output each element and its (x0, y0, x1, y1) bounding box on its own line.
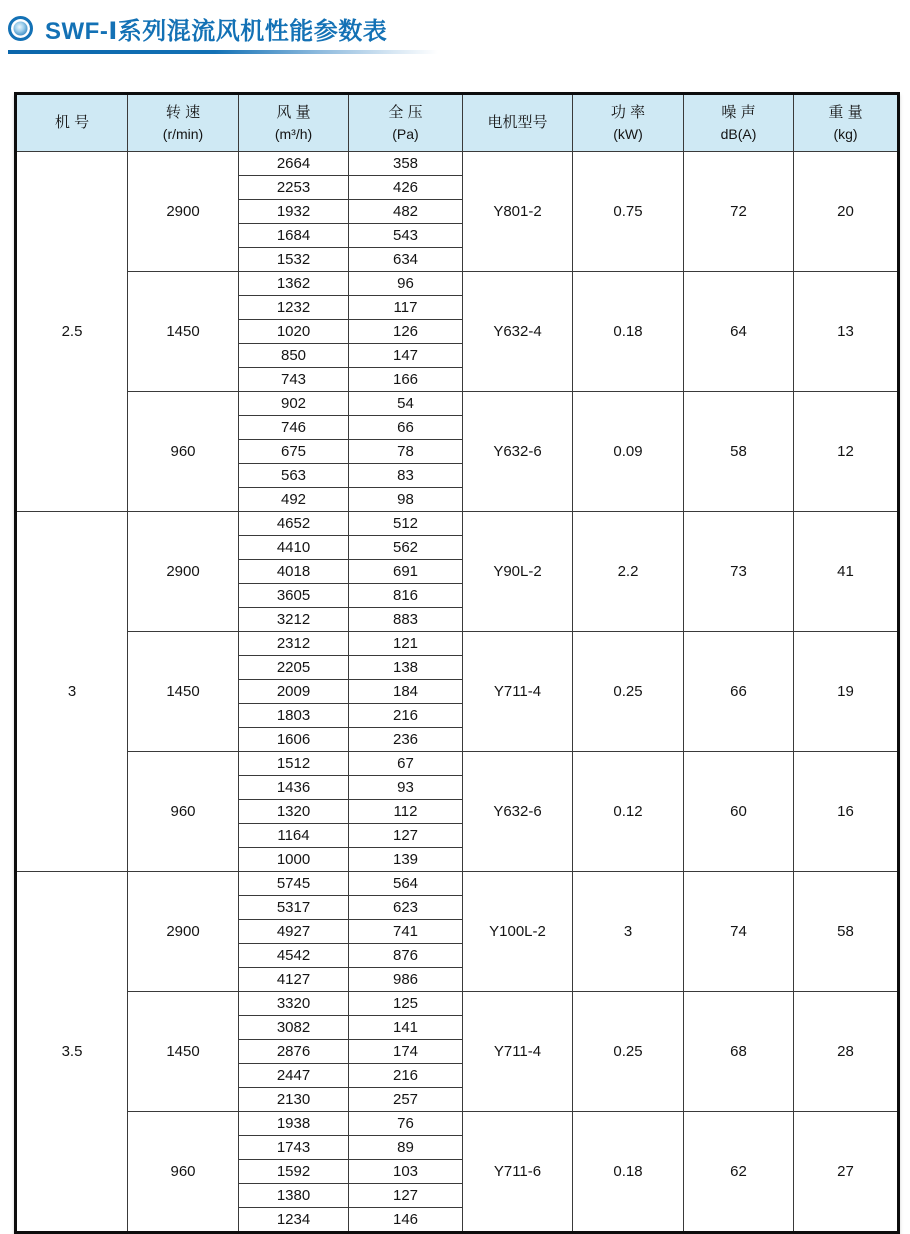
flow-cell: 1362 (239, 272, 349, 296)
flow-cell: 4927 (239, 920, 349, 944)
noise-cell: 58 (684, 392, 794, 512)
pressure-cell: 236 (349, 728, 463, 752)
data-row (16, 152, 899, 176)
pressure-cell: 138 (349, 656, 463, 680)
pressure-cell: 166 (349, 368, 463, 392)
flow-cell: 563 (239, 464, 349, 488)
power-cell: 3 (573, 872, 684, 992)
rpm-cell: 1450 (128, 632, 239, 752)
motor-model-cell: Y801-2 (463, 152, 573, 272)
header-label: 功 率 (610, 103, 646, 121)
power-cell: 0.18 (573, 1112, 684, 1233)
weight-cell: 28 (794, 992, 899, 1112)
flow-cell: 2312 (239, 632, 349, 656)
rpm-cell: 1450 (128, 272, 239, 392)
flow-cell: 1532 (239, 248, 349, 272)
pressure-cell: 93 (349, 776, 463, 800)
data-row (16, 992, 899, 1016)
flow-cell: 1592 (239, 1160, 349, 1184)
weight-cell: 20 (794, 152, 899, 272)
noise-cell: 64 (684, 272, 794, 392)
header-label: 噪 声 (721, 103, 756, 121)
pressure-cell: 691 (349, 560, 463, 584)
table-header (16, 94, 899, 152)
fan-parameter-table (14, 92, 900, 1234)
pressure-cell: 562 (349, 536, 463, 560)
flow-cell: 1803 (239, 704, 349, 728)
pressure-cell: 564 (349, 872, 463, 896)
header-unit: (kg) (833, 125, 858, 142)
flow-cell: 1232 (239, 296, 349, 320)
pressure-cell: 146 (349, 1208, 463, 1233)
header-unit: dB(A) (720, 125, 757, 142)
header-unit: (r/min) (162, 125, 204, 142)
flow-cell: 2876 (239, 1040, 349, 1064)
pressure-cell: 986 (349, 968, 463, 992)
rpm-cell: 2900 (128, 512, 239, 632)
rpm-cell: 2900 (128, 152, 239, 272)
flow-cell: 1020 (239, 320, 349, 344)
flow-cell: 5745 (239, 872, 349, 896)
title-underline-rule (8, 50, 438, 54)
page-title: SWF-Ⅰ系列混流风机性能参数表 (45, 17, 388, 45)
flow-cell: 4652 (239, 512, 349, 536)
pressure-cell: 67 (349, 752, 463, 776)
pressure-cell: 358 (349, 152, 463, 176)
flow-cell: 4410 (239, 536, 349, 560)
power-cell: 0.12 (573, 752, 684, 872)
pressure-cell: 78 (349, 440, 463, 464)
flow-cell: 2009 (239, 680, 349, 704)
header-label: 机 号 (54, 114, 90, 132)
flow-cell: 492 (239, 488, 349, 512)
pressure-cell: 512 (349, 512, 463, 536)
pressure-cell: 127 (349, 1184, 463, 1208)
noise-cell: 62 (684, 1112, 794, 1233)
header-cell-pressure (349, 94, 463, 152)
header-unit: (m³/h) (274, 125, 313, 142)
pressure-cell: 76 (349, 1112, 463, 1136)
pressure-cell: 125 (349, 992, 463, 1016)
header-cell-machine (16, 94, 128, 152)
noise-cell: 68 (684, 992, 794, 1112)
flow-cell: 4018 (239, 560, 349, 584)
flow-cell: 3320 (239, 992, 349, 1016)
pressure-cell: 216 (349, 1064, 463, 1088)
flow-cell: 902 (239, 392, 349, 416)
table-body (16, 152, 899, 1233)
flow-cell: 1000 (239, 848, 349, 872)
power-cell: 0.25 (573, 992, 684, 1112)
header-label: 重 量 (828, 103, 863, 121)
pressure-cell: 127 (349, 824, 463, 848)
flow-cell: 743 (239, 368, 349, 392)
noise-cell: 66 (684, 632, 794, 752)
weight-cell: 13 (794, 272, 899, 392)
header-unit: (kW) (613, 125, 643, 142)
motor-model-cell: Y632-6 (463, 752, 573, 872)
header-label: 风 量 (276, 103, 311, 121)
motor-model-cell: Y632-4 (463, 272, 573, 392)
header-label: 转 速 (165, 103, 201, 121)
flow-cell: 2664 (239, 152, 349, 176)
pressure-cell: 623 (349, 896, 463, 920)
rpm-cell: 960 (128, 392, 239, 512)
pressure-cell: 126 (349, 320, 463, 344)
pressure-cell: 174 (349, 1040, 463, 1064)
machine-no-cell: 3.5 (16, 872, 128, 1233)
pressure-cell: 83 (349, 464, 463, 488)
flow-cell: 4127 (239, 968, 349, 992)
motor-model-cell: Y711-4 (463, 632, 573, 752)
noise-cell: 73 (684, 512, 794, 632)
pressure-cell: 816 (349, 584, 463, 608)
pressure-cell: 117 (349, 296, 463, 320)
motor-model-cell: Y90L-2 (463, 512, 573, 632)
weight-cell: 58 (794, 872, 899, 992)
pressure-cell: 54 (349, 392, 463, 416)
data-row (16, 512, 899, 536)
rpm-cell: 2900 (128, 872, 239, 992)
header-cell-flow (239, 94, 349, 152)
data-row (16, 872, 899, 896)
header-label: 电机型号 (487, 114, 548, 132)
flow-cell: 1164 (239, 824, 349, 848)
pressure-cell: 876 (349, 944, 463, 968)
flow-cell: 675 (239, 440, 349, 464)
power-cell: 0.75 (573, 152, 684, 272)
flow-cell: 3082 (239, 1016, 349, 1040)
pressure-cell: 112 (349, 800, 463, 824)
pressure-cell: 741 (349, 920, 463, 944)
pressure-cell: 184 (349, 680, 463, 704)
flow-cell: 1380 (239, 1184, 349, 1208)
weight-cell: 12 (794, 392, 899, 512)
weight-cell: 41 (794, 512, 899, 632)
motor-model-cell: Y711-4 (463, 992, 573, 1112)
flow-cell: 1436 (239, 776, 349, 800)
data-row (16, 752, 899, 776)
pressure-cell: 103 (349, 1160, 463, 1184)
flow-cell: 1743 (239, 1136, 349, 1160)
header-unit: (Pa) (392, 125, 419, 142)
flow-cell: 3212 (239, 608, 349, 632)
data-row (16, 632, 899, 656)
power-cell: 2.2 (573, 512, 684, 632)
pressure-cell: 141 (349, 1016, 463, 1040)
flow-cell: 1512 (239, 752, 349, 776)
power-cell: 0.18 (573, 272, 684, 392)
header-cell-power (573, 94, 684, 152)
rpm-cell: 1450 (128, 992, 239, 1112)
pressure-cell: 139 (349, 848, 463, 872)
pressure-cell: 89 (349, 1136, 463, 1160)
header-cell-motor (463, 94, 573, 152)
weight-cell: 27 (794, 1112, 899, 1233)
page-header (8, 12, 438, 54)
data-row (16, 1112, 899, 1136)
noise-cell: 72 (684, 152, 794, 272)
motor-model-cell: Y632-6 (463, 392, 573, 512)
flow-cell: 1684 (239, 224, 349, 248)
pressure-cell: 257 (349, 1088, 463, 1112)
flow-cell: 850 (239, 344, 349, 368)
data-row (16, 392, 899, 416)
flow-cell: 4542 (239, 944, 349, 968)
pressure-cell: 883 (349, 608, 463, 632)
weight-cell: 16 (794, 752, 899, 872)
flow-cell: 3605 (239, 584, 349, 608)
header-label: 全 压 (388, 103, 423, 121)
pressure-cell: 121 (349, 632, 463, 656)
noise-cell: 60 (684, 752, 794, 872)
machine-no-cell: 2.5 (16, 152, 128, 512)
motor-model-cell: Y100L-2 (463, 872, 573, 992)
pressure-cell: 426 (349, 176, 463, 200)
flow-cell: 1320 (239, 800, 349, 824)
data-row (16, 272, 899, 296)
machine-no-cell: 3 (16, 512, 128, 872)
rpm-cell: 960 (128, 752, 239, 872)
noise-cell: 74 (684, 872, 794, 992)
pressure-cell: 147 (349, 344, 463, 368)
weight-cell: 19 (794, 632, 899, 752)
pressure-cell: 96 (349, 272, 463, 296)
header-cell-weight (794, 94, 899, 152)
pressure-cell: 98 (349, 488, 463, 512)
power-cell: 0.25 (573, 632, 684, 752)
pressure-cell: 216 (349, 704, 463, 728)
fan-parameter-table-container (14, 92, 900, 1234)
flow-cell: 2130 (239, 1088, 349, 1112)
pressure-cell: 66 (349, 416, 463, 440)
header-cell-speed (128, 94, 239, 152)
flow-cell: 1932 (239, 200, 349, 224)
header-cell-noise (684, 94, 794, 152)
flow-cell: 1938 (239, 1112, 349, 1136)
flow-cell: 1234 (239, 1208, 349, 1233)
pressure-cell: 543 (349, 224, 463, 248)
rpm-cell: 960 (128, 1112, 239, 1233)
flow-cell: 2447 (239, 1064, 349, 1088)
header-row (16, 94, 899, 152)
flow-cell: 1606 (239, 728, 349, 752)
flow-cell: 746 (239, 416, 349, 440)
pressure-cell: 482 (349, 200, 463, 224)
flow-cell: 5317 (239, 896, 349, 920)
power-cell: 0.09 (573, 392, 684, 512)
flow-cell: 2205 (239, 656, 349, 680)
bullseye-bullet-icon (8, 16, 33, 41)
flow-cell: 2253 (239, 176, 349, 200)
motor-model-cell: Y711-6 (463, 1112, 573, 1233)
pressure-cell: 634 (349, 248, 463, 272)
